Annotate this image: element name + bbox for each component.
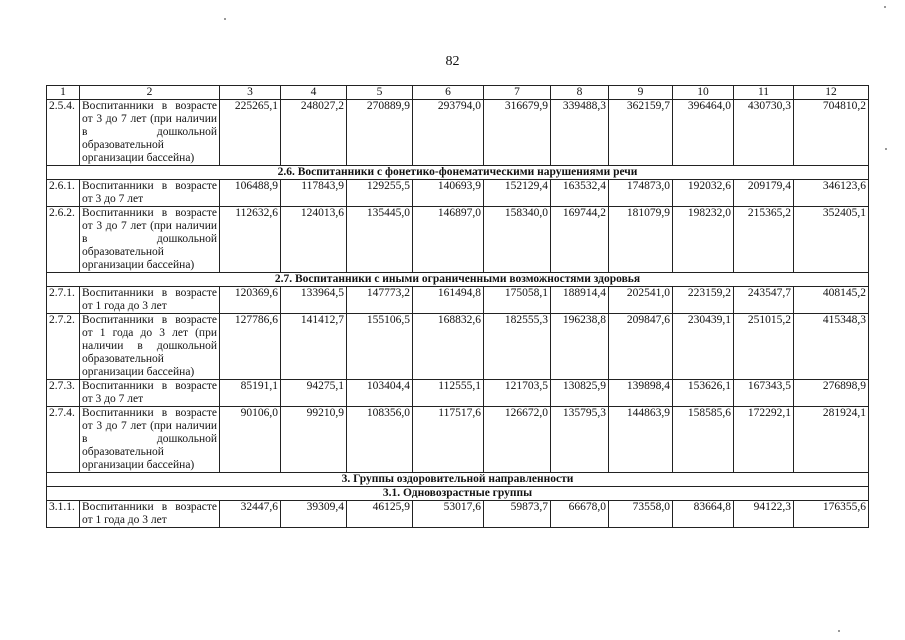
section-heading-row bbox=[47, 166, 869, 180]
section-heading-row bbox=[47, 273, 869, 287]
value-cell: 94122,3 bbox=[734, 501, 794, 528]
value-cell: 704810,2 bbox=[794, 100, 869, 166]
value-cell: 192032,6 bbox=[673, 180, 734, 207]
value-cell: 316679,9 bbox=[484, 100, 551, 166]
section-heading: 2.7. Воспитанники с иными ограниченными возможностями здоровья bbox=[47, 273, 869, 287]
value-cell: 121703,5 bbox=[484, 380, 551, 407]
row-number: 3.1.1. bbox=[47, 501, 80, 528]
section-heading: 3.1. Одновозрастные группы bbox=[47, 487, 869, 501]
value-cell: 99210,9 bbox=[281, 407, 347, 473]
column-header: 11 bbox=[734, 86, 794, 100]
row-number: 2.7.2. bbox=[47, 314, 80, 380]
value-cell: 117517,6 bbox=[413, 407, 484, 473]
column-header: 7 bbox=[484, 86, 551, 100]
value-cell: 176355,6 bbox=[794, 501, 869, 528]
scan-speck bbox=[885, 148, 887, 150]
value-cell: 202541,0 bbox=[609, 287, 673, 314]
value-cell: 415348,3 bbox=[794, 314, 869, 380]
value-cell: 339488,3 bbox=[551, 100, 609, 166]
table-row bbox=[47, 380, 869, 407]
value-cell: 39309,4 bbox=[281, 501, 347, 528]
value-cell: 135795,3 bbox=[551, 407, 609, 473]
value-cell: 346123,6 bbox=[794, 180, 869, 207]
value-cell: 153626,1 bbox=[673, 380, 734, 407]
data-table bbox=[46, 85, 869, 528]
value-cell: 73558,0 bbox=[609, 501, 673, 528]
table-row bbox=[47, 407, 869, 473]
value-cell: 230439,1 bbox=[673, 314, 734, 380]
table-row bbox=[47, 314, 869, 380]
value-cell: 141412,7 bbox=[281, 314, 347, 380]
row-description: Воспитанники в возрасте от 3 до 7 лет (при наличии в дошкольной образовательной организации бассейна) bbox=[80, 407, 220, 473]
row-description: Воспитанники в возрасте от 3 до 7 лет (при наличии в дошкольной образовательной организации бассейна) bbox=[80, 207, 220, 273]
table-row bbox=[47, 501, 869, 528]
table-row bbox=[47, 180, 869, 207]
column-header: 4 bbox=[281, 86, 347, 100]
value-cell: 103404,4 bbox=[347, 380, 413, 407]
scan-speck bbox=[838, 630, 840, 632]
section-heading: 2.6. Воспитанники с фонетико-фонематическими нарушениями речи bbox=[47, 166, 869, 180]
column-header: 3 bbox=[220, 86, 281, 100]
value-cell: 181079,9 bbox=[609, 207, 673, 273]
value-cell: 223159,2 bbox=[673, 287, 734, 314]
value-cell: 120369,6 bbox=[220, 287, 281, 314]
value-cell: 243547,7 bbox=[734, 287, 794, 314]
value-cell: 161494,8 bbox=[413, 287, 484, 314]
row-number: 2.7.1. bbox=[47, 287, 80, 314]
value-cell: 198232,0 bbox=[673, 207, 734, 273]
value-cell: 140693,9 bbox=[413, 180, 484, 207]
value-cell: 174873,0 bbox=[609, 180, 673, 207]
value-cell: 147773,2 bbox=[347, 287, 413, 314]
value-cell: 215365,2 bbox=[734, 207, 794, 273]
scan-speck bbox=[224, 18, 226, 20]
column-header: 12 bbox=[794, 86, 869, 100]
value-cell: 59873,7 bbox=[484, 501, 551, 528]
value-cell: 126672,0 bbox=[484, 407, 551, 473]
value-cell: 251015,2 bbox=[734, 314, 794, 380]
value-cell: 209179,4 bbox=[734, 180, 794, 207]
column-header: 1 bbox=[47, 86, 80, 100]
value-cell: 225265,1 bbox=[220, 100, 281, 166]
value-cell: 182555,3 bbox=[484, 314, 551, 380]
value-cell: 152129,4 bbox=[484, 180, 551, 207]
row-description: Воспитанники в возрасте от 1 года до 3 лет bbox=[80, 501, 220, 528]
row-description: Воспитанники в возрасте от 3 до 7 лет bbox=[80, 180, 220, 207]
value-cell: 169744,2 bbox=[551, 207, 609, 273]
row-number: 2.6.1. bbox=[47, 180, 80, 207]
value-cell: 362159,7 bbox=[609, 100, 673, 166]
value-cell: 46125,9 bbox=[347, 501, 413, 528]
scan-speck bbox=[884, 6, 886, 8]
column-header: 6 bbox=[413, 86, 484, 100]
value-cell: 90106,0 bbox=[220, 407, 281, 473]
value-cell: 32447,6 bbox=[220, 501, 281, 528]
value-cell: 53017,6 bbox=[413, 501, 484, 528]
value-cell: 66678,0 bbox=[551, 501, 609, 528]
section-heading-row bbox=[47, 473, 869, 487]
value-cell: 276898,9 bbox=[794, 380, 869, 407]
value-cell: 139898,4 bbox=[609, 380, 673, 407]
value-cell: 430730,3 bbox=[734, 100, 794, 166]
value-cell: 106488,9 bbox=[220, 180, 281, 207]
row-number: 2.5.4. bbox=[47, 100, 80, 166]
row-description: Воспитанники в возрасте от 1 года до 3 лет (при наличии в дошкольной образовательной организации бассейна) bbox=[80, 314, 220, 380]
row-number: 2.6.2. bbox=[47, 207, 80, 273]
value-cell: 188914,4 bbox=[551, 287, 609, 314]
value-cell: 94275,1 bbox=[281, 380, 347, 407]
value-cell: 129255,5 bbox=[347, 180, 413, 207]
value-cell: 396464,0 bbox=[673, 100, 734, 166]
section-heading: 3. Группы оздоровительной направленности bbox=[47, 473, 869, 487]
table-row bbox=[47, 100, 869, 166]
value-cell: 158340,0 bbox=[484, 207, 551, 273]
column-header: 8 bbox=[551, 86, 609, 100]
value-cell: 112632,6 bbox=[220, 207, 281, 273]
table-row bbox=[47, 287, 869, 314]
value-cell: 117843,9 bbox=[281, 180, 347, 207]
value-cell: 167343,5 bbox=[734, 380, 794, 407]
value-cell: 144863,9 bbox=[609, 407, 673, 473]
value-cell: 270889,9 bbox=[347, 100, 413, 166]
value-cell: 155106,5 bbox=[347, 314, 413, 380]
value-cell: 281924,1 bbox=[794, 407, 869, 473]
value-cell: 175058,1 bbox=[484, 287, 551, 314]
value-cell: 163532,4 bbox=[551, 180, 609, 207]
value-cell: 408145,2 bbox=[794, 287, 869, 314]
table-body bbox=[47, 100, 869, 528]
row-description: Воспитанники в возрасте от 3 до 7 лет bbox=[80, 380, 220, 407]
value-cell: 168832,6 bbox=[413, 314, 484, 380]
value-cell: 172292,1 bbox=[734, 407, 794, 473]
value-cell: 85191,1 bbox=[220, 380, 281, 407]
value-cell: 130825,9 bbox=[551, 380, 609, 407]
row-description: Воспитанники в возрасте от 3 до 7 лет (при наличии в дошкольной образовательной организации бассейна) bbox=[80, 100, 220, 166]
value-cell: 108356,0 bbox=[347, 407, 413, 473]
value-cell: 133964,5 bbox=[281, 287, 347, 314]
table-header-row bbox=[47, 86, 869, 100]
column-header: 10 bbox=[673, 86, 734, 100]
value-cell: 293794,0 bbox=[413, 100, 484, 166]
value-cell: 83664,8 bbox=[673, 501, 734, 528]
value-cell: 209847,6 bbox=[609, 314, 673, 380]
row-description: Воспитанники в возрасте от 1 года до 3 лет bbox=[80, 287, 220, 314]
row-number: 2.7.4. bbox=[47, 407, 80, 473]
value-cell: 158585,6 bbox=[673, 407, 734, 473]
column-header: 5 bbox=[347, 86, 413, 100]
column-header: 9 bbox=[609, 86, 673, 100]
value-cell: 352405,1 bbox=[794, 207, 869, 273]
value-cell: 112555,1 bbox=[413, 380, 484, 407]
section-heading-row bbox=[47, 487, 869, 501]
value-cell: 135445,0 bbox=[347, 207, 413, 273]
column-header: 2 bbox=[80, 86, 220, 100]
value-cell: 146897,0 bbox=[413, 207, 484, 273]
page-number: 82 bbox=[445, 54, 460, 69]
value-cell: 127786,6 bbox=[220, 314, 281, 380]
value-cell: 248027,2 bbox=[281, 100, 347, 166]
table-row bbox=[47, 207, 869, 273]
value-cell: 124013,6 bbox=[281, 207, 347, 273]
row-number: 2.7.3. bbox=[47, 380, 80, 407]
value-cell: 196238,8 bbox=[551, 314, 609, 380]
